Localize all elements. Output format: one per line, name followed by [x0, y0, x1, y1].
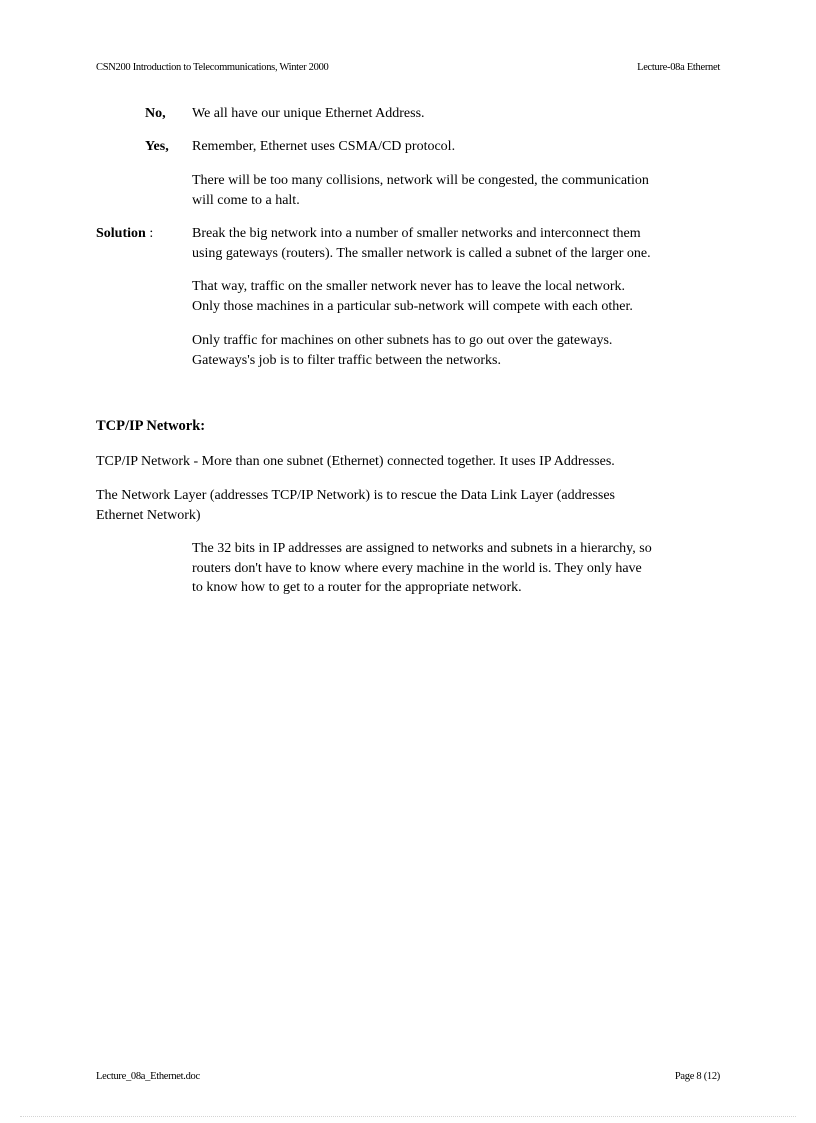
tcpip-indented-line-2: routers don't have to know where every machine in the world is. They only have	[192, 560, 642, 576]
no-text	[192, 104, 425, 124]
tcpip-p2-line-1: The Network Layer (addresses TCP/IP Network) is to rescue the Data Link Layer (addresses	[96, 488, 615, 503]
solution-p3-line-1: Only traffic for machines on other subnets has to go out over the gateways.	[192, 333, 613, 348]
solution-p1-line-2: using gateways (routers). The smaller network is called a subnet of the larger one.	[192, 245, 651, 261]
tcpip-p2-line-2: Ethernet Network)	[96, 507, 201, 523]
tcpip-paragraph-1	[96, 452, 615, 472]
yes-label: Yes,	[145, 139, 169, 154]
solution-label-colon: :	[149, 226, 154, 241]
yes-continuation-line-2: will come to a halt.	[192, 192, 300, 208]
header-lecture-title: Lecture-08a Ethernet	[637, 62, 720, 73]
no-label: No,	[145, 106, 166, 121]
yes-text	[192, 137, 455, 157]
solution-p1-line-1: Break the big network into a number of smaller networks and interconnect them	[192, 226, 641, 241]
tcpip-indented-line-1: The 32 bits in IP addresses are assigned to networks and subnets in a hierarchy, so	[192, 541, 652, 556]
solution-p2-line-2: Only those machines in a particular sub-network will compete with each other.	[192, 298, 633, 314]
yes-continuation-line-1: There will be too many collisions, network will be congested, the communication	[192, 173, 649, 188]
tcpip-indented-line-3: to know how to get to a router for the appropriate network.	[192, 580, 522, 595]
solution-p2-line-1: That way, traffic on the smaller network never has to leave the local network.	[192, 279, 626, 294]
header-course-title: CSN200 Introduction to Telecommunications, Winter 2000	[96, 62, 329, 73]
solution-paragraph-3	[192, 331, 612, 370]
solution-paragraph-2	[192, 277, 633, 316]
tcpip-paragraph-2	[96, 486, 615, 525]
solution-label	[96, 224, 153, 244]
yes-continuation	[192, 171, 649, 210]
tcpip-indented-paragraph	[192, 539, 652, 598]
yes-text-line: Remember, Ethernet uses CSMA/CD protocol.	[192, 139, 456, 154]
tcpip-heading: TCP/IP Network:	[96, 418, 206, 434]
solution-label-text: Solution	[96, 226, 146, 241]
no-text-line: We all have our unique Ethernet Address.	[192, 106, 425, 121]
page-bottom-divider	[20, 1116, 796, 1117]
solution-p3-line-2: Gateways's job is to filter traffic between the networks.	[192, 352, 502, 368]
footer-filename: Lecture_08a_Ethernet.doc	[96, 1071, 200, 1082]
solution-paragraph-1	[192, 224, 651, 263]
footer-page-number: Page 8 (12)	[674, 1071, 720, 1082]
tcpip-p1-line: TCP/IP Network - More than one subnet (Ethernet) connected together. It uses IP Addresses.	[96, 454, 615, 469]
